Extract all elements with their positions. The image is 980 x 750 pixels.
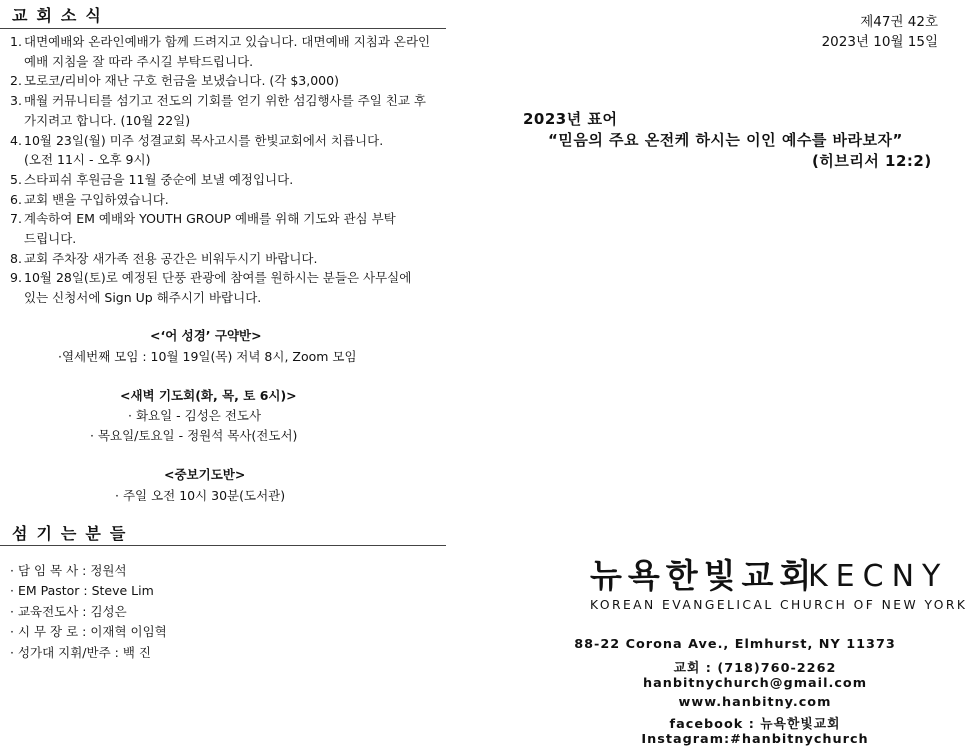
- church-logo-korean: 뉴욕한빛교회: [590, 556, 818, 595]
- news-item-number: 9.: [10, 270, 22, 286]
- news-item-3: [10, 91, 450, 130]
- motto-reference: (히브리서 12:2): [812, 152, 932, 170]
- news-item-number: 3.: [10, 93, 22, 109]
- news-item-text: 계속하여 EM 예배와 YOUTH GROUP 예배를 위해 기도와 관심 부탁 드립니다.: [24, 211, 396, 247]
- servants-title-rule: [0, 545, 446, 546]
- news-item-8: [10, 249, 450, 269]
- servants-list: [10, 561, 167, 663]
- bible-class-title: <‘어 성경’ 구약반>: [150, 328, 262, 343]
- news-item-2: [10, 71, 450, 91]
- church-email: hanbitnychurch@gmail.com: [642, 676, 868, 691]
- news-item-number: 7.: [10, 211, 22, 227]
- news-list: [10, 32, 450, 308]
- news-item-text: 10월 28일(토)로 예정된 단풍 관광에 참여를 원하시는 분들은 사무실에 있는 신청서에 Sign Up 해주시기 바랍니다.: [24, 270, 412, 306]
- news-item-text: 교회 주차장 새가족 전용 공간은 비워두시기 바랍니다.: [24, 250, 318, 266]
- church-facebook: facebook : 뉴욕한빛교회: [669, 717, 841, 732]
- servant-row-elders: · 시 무 장 로 : 이재혁 이임혁: [10, 624, 167, 640]
- news-item-6: [10, 190, 450, 210]
- news-item-text: 모로코/리비아 재난 구호 헌금을 보냈습니다. (각 $3,000): [24, 73, 339, 89]
- motto-year-label: 2023년 표어: [523, 110, 618, 128]
- servants-section-title: 섬기는분들: [12, 524, 135, 543]
- news-title-rule: [0, 28, 446, 29]
- news-item-text: 교회 밴을 구입하였습니다.: [24, 191, 169, 207]
- servant-row-education-evangelist: · 교육전도사 : 김성은: [10, 603, 127, 619]
- church-logo-english: KOREAN EVANGELICAL CHURCH OF NEW YORK: [590, 598, 968, 612]
- dawn-prayer-line-1: · 화요일 - 김성은 전도사: [128, 408, 262, 423]
- news-item-text: 스타피쉬 후원금을 11월 중순에 보낼 예정입니다.: [24, 171, 294, 187]
- news-item-number: 1.: [10, 34, 22, 49]
- news-item-1: [10, 32, 450, 71]
- dawn-prayer-title: <새벽 기도회(화, 목, 토 6시)>: [120, 388, 297, 403]
- news-section-title: 교회소식: [12, 6, 110, 25]
- church-logo-abbr: KECNY: [808, 559, 949, 594]
- servant-row-choir: · 성가대 지휘/반주 : 백 진: [10, 644, 151, 660]
- news-item-text: 10월 23일(월) 미주 성결교회 목사고시를 한빛교회에서 치릅니다. (오전 11시 - 오후 9시): [24, 132, 384, 168]
- intercession-title: <중보기도반>: [164, 467, 246, 482]
- church-phone: 교회 : (718)760-2262: [673, 661, 837, 676]
- news-item-5: [10, 170, 450, 190]
- news-item-4: [10, 131, 450, 170]
- motto-quote: “믿음의 주요 온전케 하시는 이인 예수를 바라보자”: [548, 131, 903, 149]
- news-item-7: [10, 209, 450, 248]
- news-item-number: 5.: [10, 171, 22, 187]
- issue-date: 2023년 10월 15일: [821, 34, 938, 50]
- bible-class-schedule: ·열세번째 모임 : 10월 19일(목) 저녁 8시, Zoom 모임: [58, 349, 357, 364]
- issue-volume: 제47권 42호: [860, 14, 938, 30]
- intercession-schedule: · 주일 오전 10시 30분(도서관): [115, 488, 286, 503]
- news-item-text: 매월 커뮤니티를 섬기고 전도의 기회를 얻기 위한 섬김행사를 주일 친교 후 가지려고 합니다. (10월 22일): [24, 93, 426, 128]
- church-instagram: Instagram:#hanbitnychurch: [641, 732, 869, 747]
- news-item-9: [10, 268, 450, 307]
- church-website: www.hanbitny.com: [678, 695, 832, 710]
- news-item-text: 대면예배와 온라인예배가 함께 드려지고 있습니다. 대면예배 지침과 온라인 예배 지침을 잘 따라 주시길 부탁드립니다.: [24, 34, 431, 69]
- news-item-number: 2.: [10, 73, 22, 89]
- news-item-number: 8.: [10, 250, 22, 266]
- news-item-number: 4.: [10, 132, 22, 148]
- dawn-prayer-line-2: · 목요일/토요일 - 정원석 목사(전도서): [90, 428, 298, 443]
- news-item-number: 6.: [10, 191, 22, 207]
- servant-row-senior-pastor: · 담 임 목 사 : 정원석: [10, 563, 127, 578]
- servant-row-em-pastor: · EM Pastor : Steve Lim: [10, 583, 154, 599]
- church-address: 88-22 Corona Ave., Elmhurst, NY 11373: [574, 637, 896, 652]
